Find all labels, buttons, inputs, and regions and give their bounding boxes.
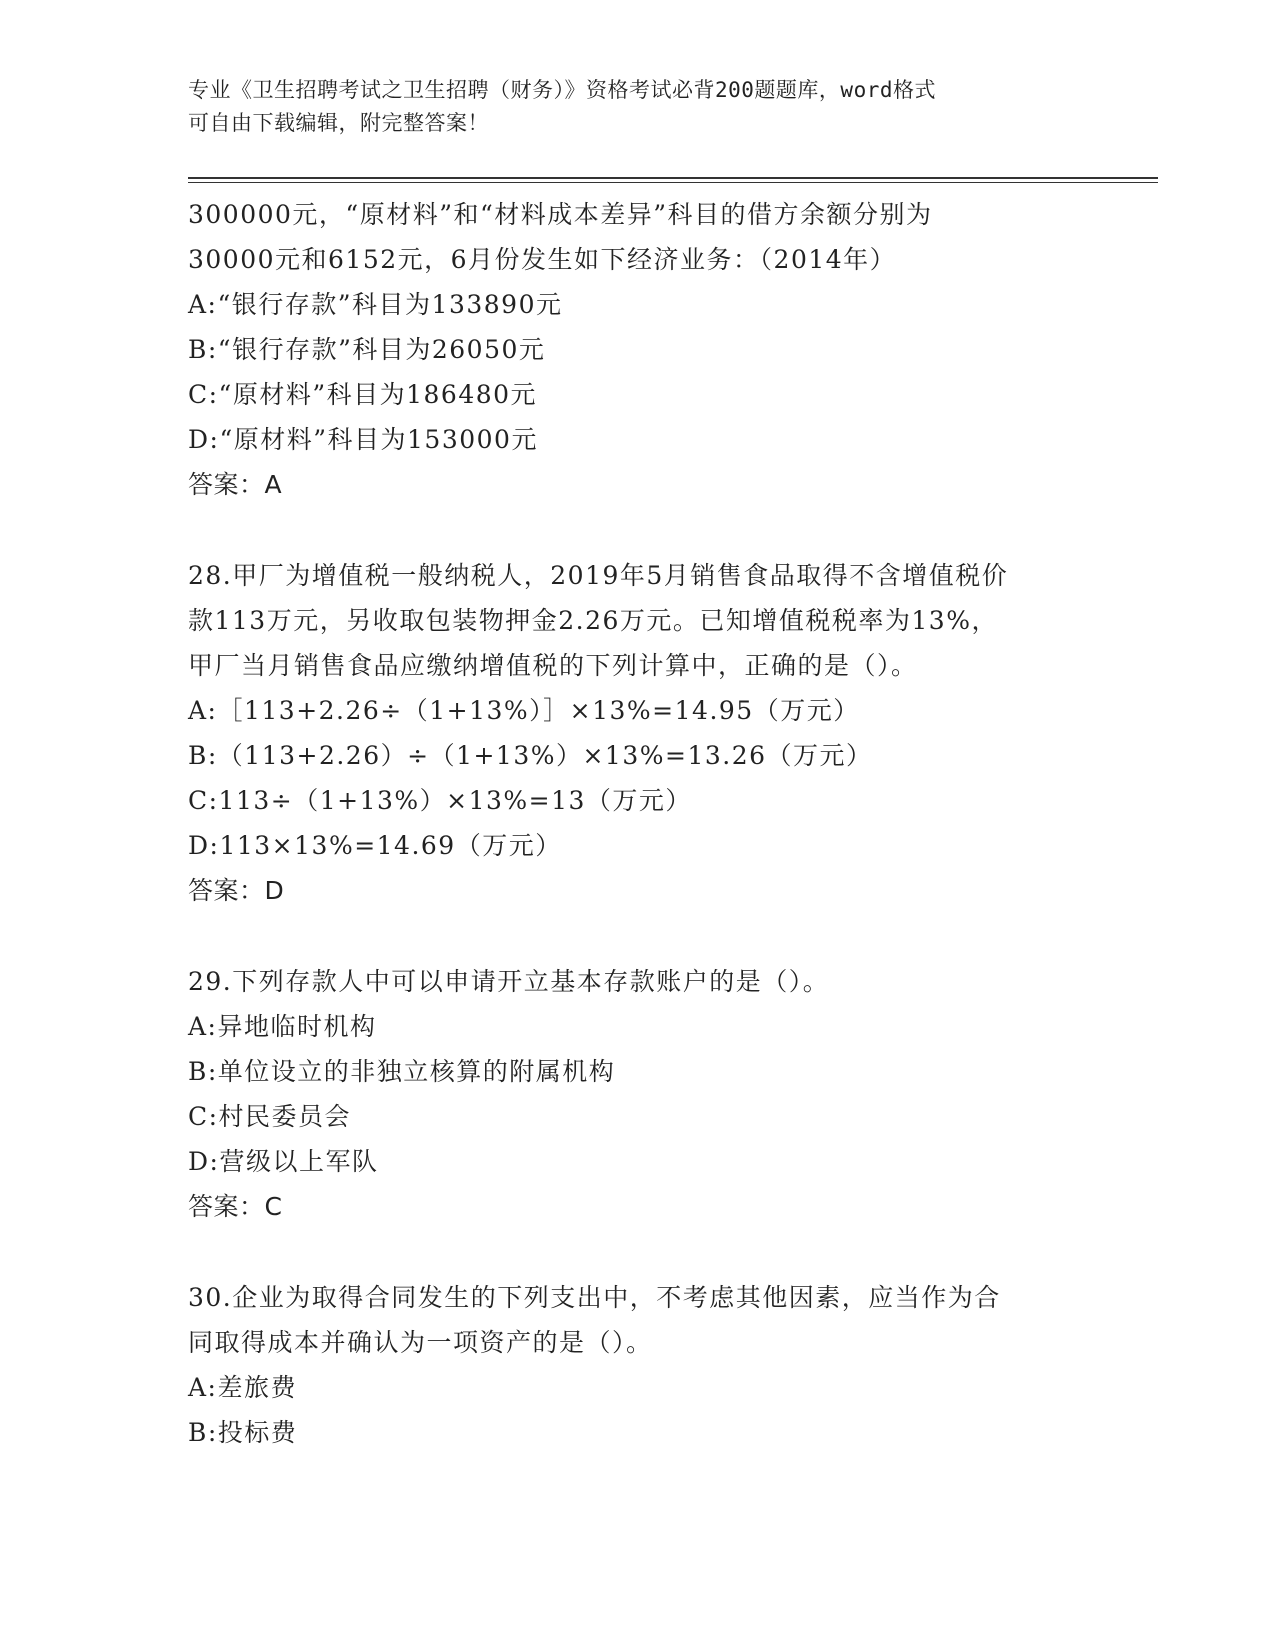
option-b: B:单位设立的非独立核算的附属机构 <box>188 1057 616 1086</box>
spacer <box>188 507 1088 553</box>
question-28 <box>188 553 1088 913</box>
question-stem-line: 款113万元，另收取包装物押金2.26万元。已知增值税税率为13%， <box>188 606 998 635</box>
answer-label: 答案：A <box>188 470 283 499</box>
option-a: A:［113+2.26÷（1+13%）］×13%=14.95（万元） <box>188 696 860 725</box>
option-a: A:异地临时机构 <box>188 1012 377 1041</box>
spacer <box>188 1229 1088 1275</box>
question-stem-line: 300000元，“原材料”和“材料成本差异”科目的借方余额分别为 <box>188 200 933 229</box>
question-stem-line: 28.甲厂为增值税一般纳税人，2019年5月销售食品取得不含增值税价 <box>188 561 1009 590</box>
question-stem-line: 30000元和6152元，6月份发生如下经济业务：（2014年） <box>188 245 897 274</box>
option-a: A:差旅费 <box>188 1373 297 1402</box>
option-d: D:营级以上军队 <box>188 1147 379 1176</box>
option-a: A:“银行存款”科目为133890元 <box>188 290 563 319</box>
question-list <box>188 192 1088 1455</box>
header-rule-thin <box>188 182 1158 183</box>
header-line-1: 专业《卫生招聘考试之卫生招聘（财务）》资格考试必背200题题库，word格式 <box>188 78 936 102</box>
option-c: C:村民委员会 <box>188 1102 352 1131</box>
document-header <box>188 74 1088 140</box>
option-b: B:（113+2.26）÷（1+13%）×13%=13.26（万元） <box>188 741 873 770</box>
option-c: C:113÷（1+13%）×13%=13（万元） <box>188 786 692 815</box>
question-27-continued <box>188 192 1088 507</box>
option-d: D:113×13%=14.69（万元） <box>188 831 562 860</box>
question-stem-line: 29.下列存款人中可以申请开立基本存款账户的是（）。 <box>188 967 830 996</box>
option-d: D:“原材料”科目为153000元 <box>188 425 538 454</box>
question-30 <box>188 1275 1088 1455</box>
option-b: B:投标费 <box>188 1418 298 1447</box>
option-b: B:“银行存款”科目为26050元 <box>188 335 546 364</box>
option-c: C:“原材料”科目为186480元 <box>188 380 538 409</box>
header-rule-thick <box>188 177 1158 179</box>
question-stem-line: 甲厂当月销售食品应缴纳增值税的下列计算中，正确的是（）。 <box>188 651 918 680</box>
question-29 <box>188 959 1088 1229</box>
question-stem-line: 同取得成本并确认为一项资产的是（）。 <box>188 1328 653 1357</box>
header-line-2: 可自由下载编辑，附完整答案！ <box>188 111 489 135</box>
spacer <box>188 913 1088 959</box>
answer-label: 答案：C <box>188 1192 283 1221</box>
question-stem-line: 30.企业为取得合同发生的下列支出中，不考虑其他因素，应当作为合 <box>188 1283 1001 1312</box>
answer-label: 答案：D <box>188 876 285 905</box>
